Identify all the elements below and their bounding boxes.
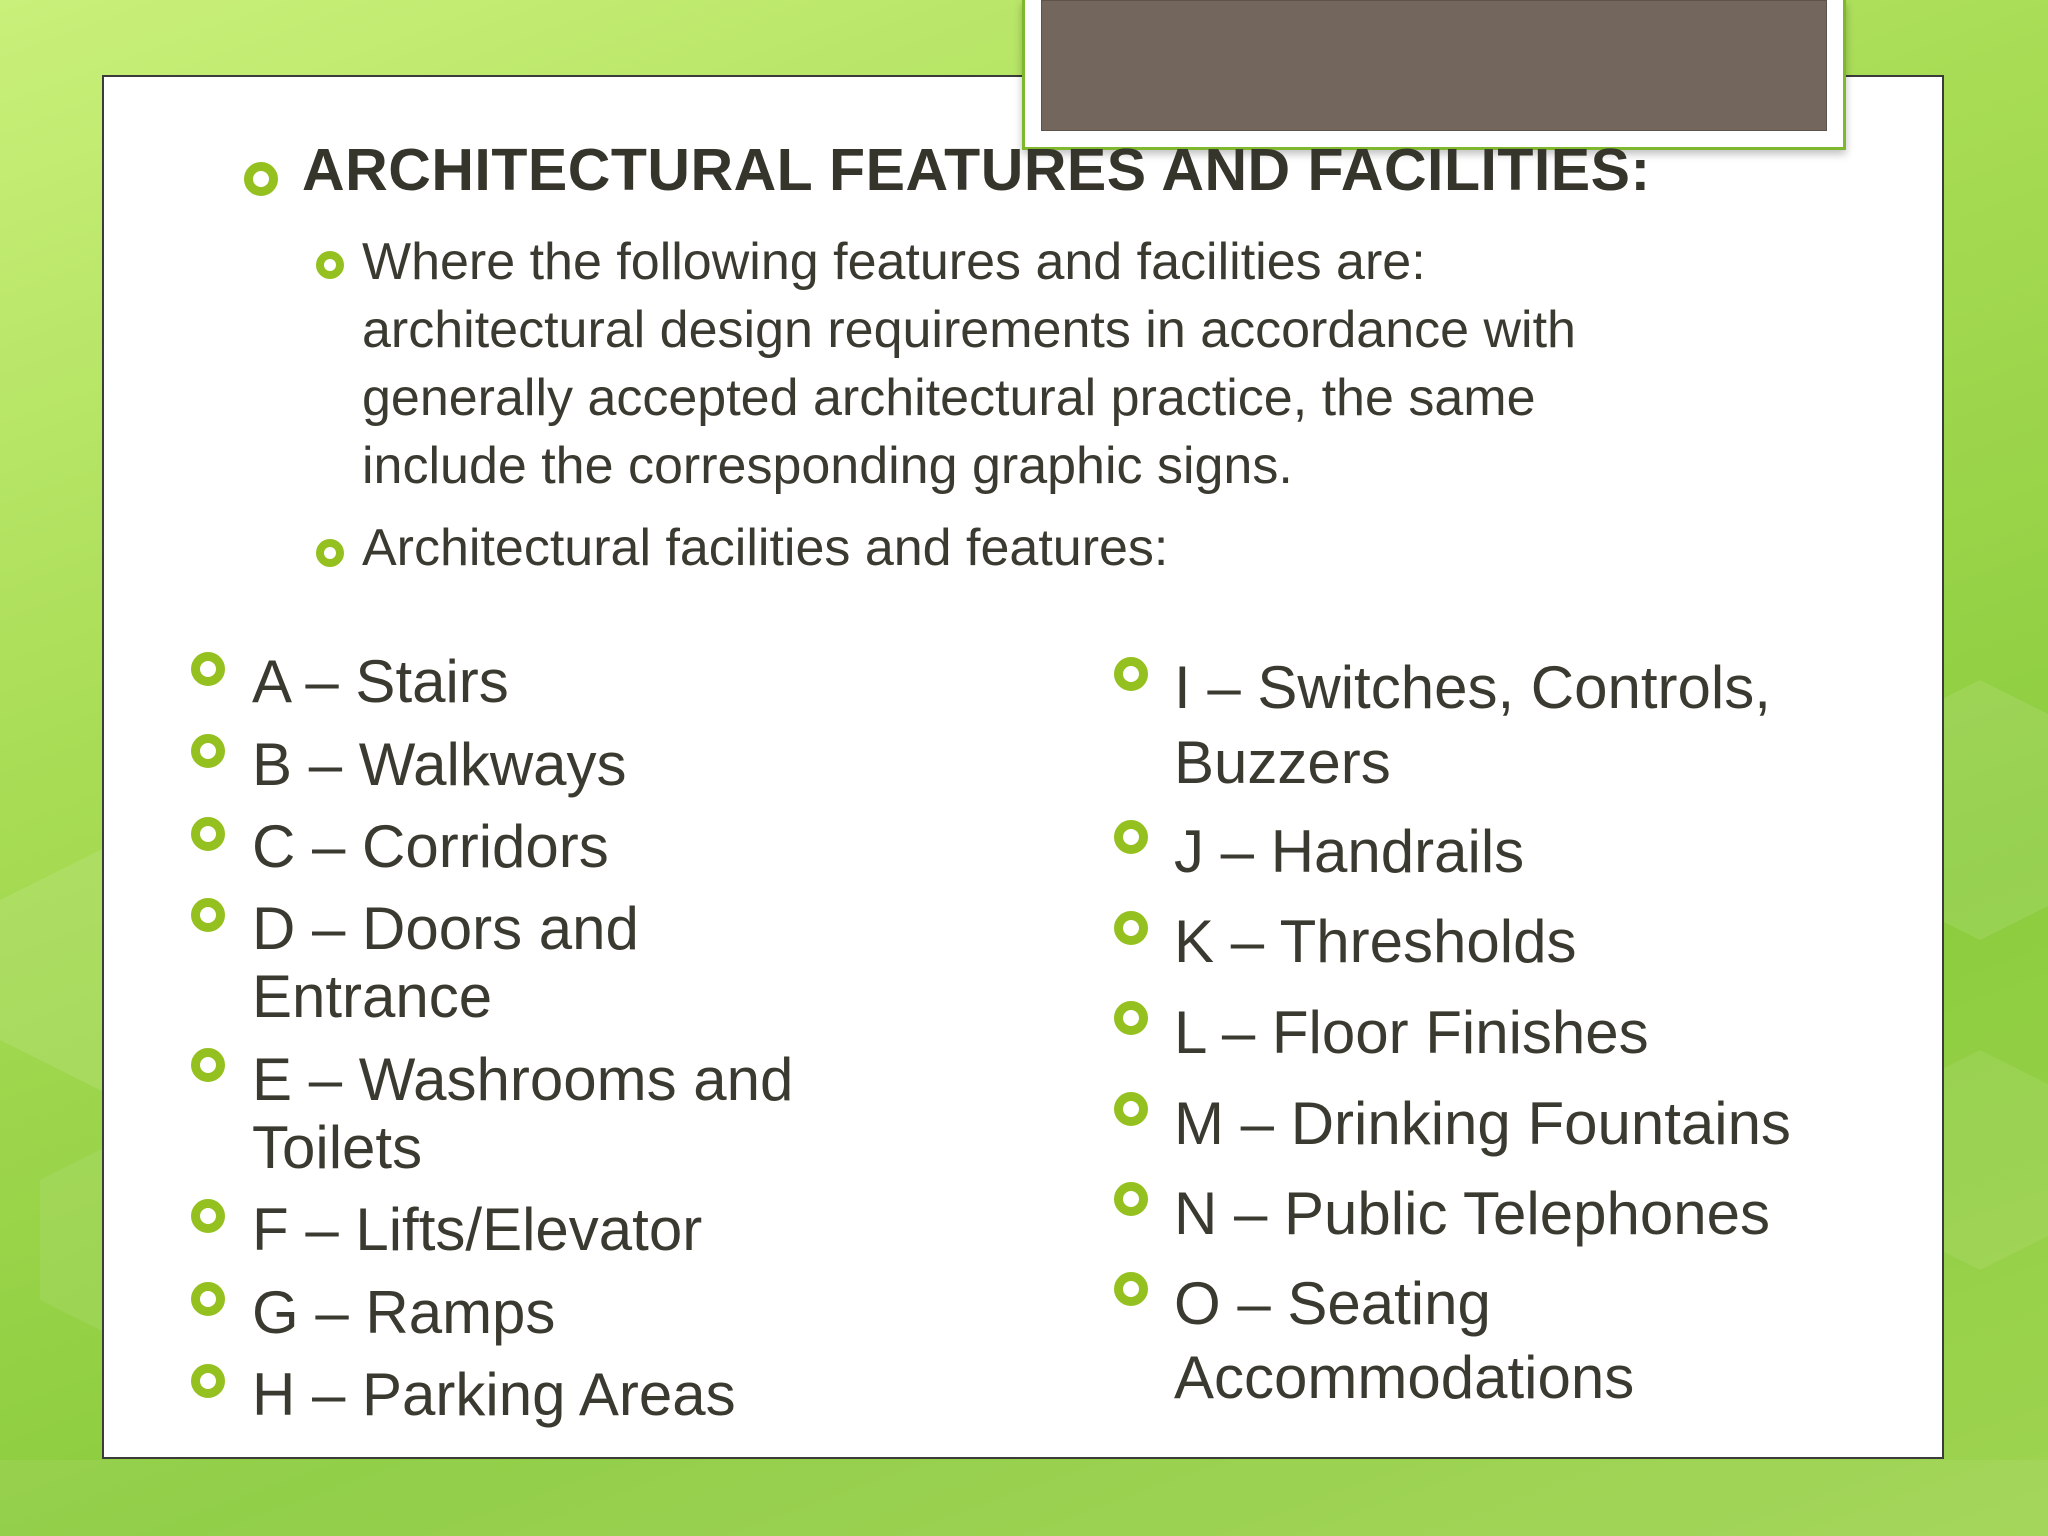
list-item: G – Ramps: [252, 1279, 556, 1346]
list-bullet-icon: [1114, 820, 1148, 854]
intro-line: include the corresponding graphic signs.: [362, 437, 1293, 495]
list-item-continuation: Accommodations: [1174, 1344, 1635, 1411]
list-bullet-icon: [1114, 1001, 1148, 1035]
list-bullet-icon: [1114, 1272, 1148, 1306]
list-item: E – Washrooms and: [252, 1046, 794, 1113]
photo-placeholder: [1022, 0, 1846, 150]
list-item-continuation: Entrance: [252, 963, 493, 1030]
list-item: D – Doors and: [252, 895, 639, 962]
list-bullet-icon: [191, 898, 225, 932]
list-bullet-icon: [191, 1199, 225, 1233]
intro-line: architectural design requirements in accordance with: [362, 301, 1576, 359]
list-item: A – Stairs: [252, 648, 509, 715]
list-bullet-icon: [1114, 911, 1148, 945]
list-item: M – Drinking Fountains: [1174, 1090, 1791, 1157]
intro-bullet-icon: [316, 251, 344, 279]
list-item: B – Walkways: [252, 731, 627, 798]
list-bullet-icon: [191, 652, 225, 686]
list-item: N – Public Telephones: [1174, 1180, 1770, 1247]
list-item: C – Corridors: [252, 813, 609, 880]
list-bullet-icon: [191, 1364, 225, 1398]
list-item: H – Parking Areas: [252, 1361, 736, 1428]
slide-title: ARCHITECTURAL FEATURES AND FACILITIES:: [302, 137, 1651, 203]
list-bullet-icon: [191, 1282, 225, 1316]
list-item: O – Seating: [1174, 1270, 1491, 1337]
photo-image: [1041, 0, 1827, 131]
list-item: L – Floor Finishes: [1174, 999, 1649, 1066]
list-bullet-icon: [191, 817, 225, 851]
list-item-continuation: Buzzers: [1174, 729, 1391, 796]
list-bullet-icon: [1114, 1092, 1148, 1126]
list-item: I – Switches, Controls,: [1174, 654, 1771, 721]
intro-line: Where the following features and facilities are:: [362, 233, 1426, 291]
title-bullet-icon: [244, 162, 278, 196]
list-item-continuation: Toilets: [252, 1114, 423, 1181]
list-bullet-icon: [191, 1048, 225, 1082]
list-bullet-icon: [1114, 657, 1148, 691]
list-item: F – Lifts/Elevator: [252, 1196, 703, 1263]
list-bullet-icon: [191, 734, 225, 768]
list-bullet-icon: [1114, 1182, 1148, 1216]
list-item: K – Thresholds: [1174, 908, 1577, 975]
intro-line: generally accepted architectural practice, the same: [362, 369, 1536, 427]
list-subheading: Architectural facilities and features:: [362, 519, 1169, 577]
list-item: J – Handrails: [1174, 818, 1525, 885]
subheading-bullet-icon: [316, 539, 344, 567]
